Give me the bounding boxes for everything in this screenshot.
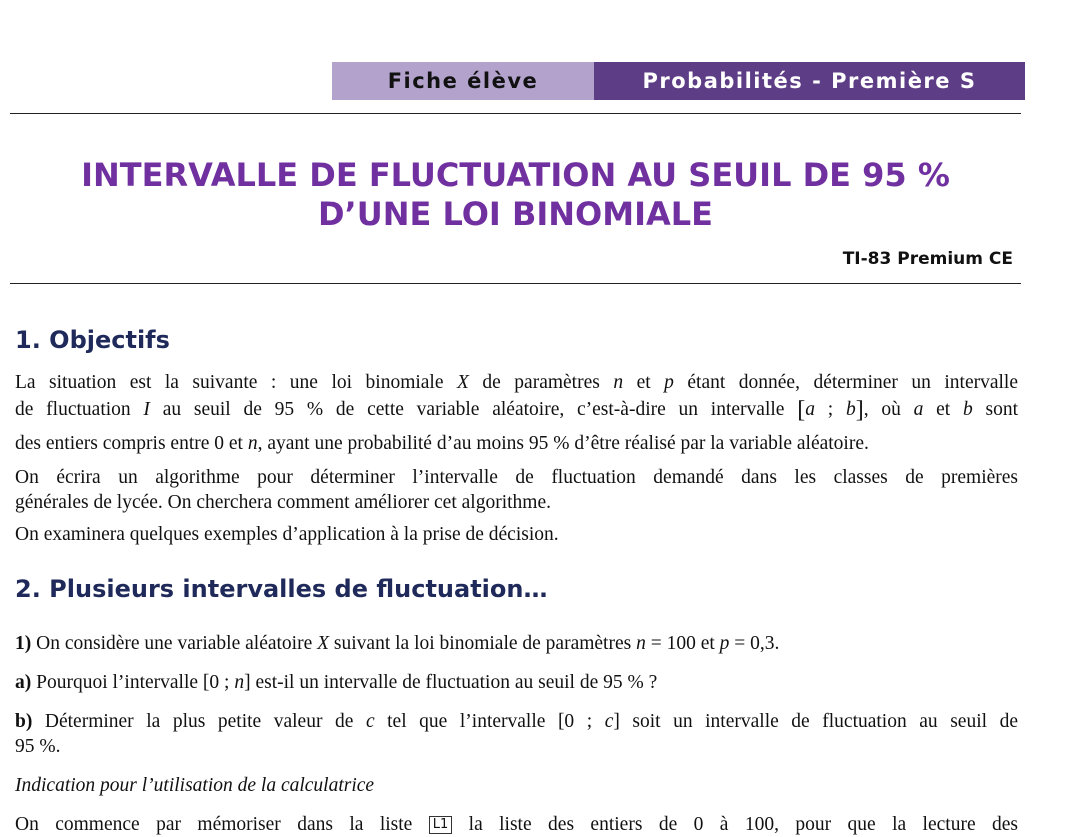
paragraph-algorithm-line2: [15, 490, 1018, 515]
text-line: 1) On considère une variable aléatoire X suivant la loi binomiale de paramètres n = 100 et p = 0,3.: [15, 633, 780, 654]
text-line: a) Pourquoi l’intervalle [0 ; n] est-il un intervalle de fluctuation au seuil de 95 % ?: [15, 672, 658, 693]
header-left-label: Fiche élève: [332, 62, 594, 100]
title-line-1: INTERVALLE DE FLUCTUATION AU SEUIL DE 95 %: [81, 156, 950, 194]
paragraph-algorithm: [15, 465, 1018, 490]
text-line: b) Déterminer la plus petite valeur de c tel que l’intervalle [0 ; c] soit un intervalle de fluctuation au seuil de: [15, 711, 1018, 732]
section-heading-objectifs: 1. Objectifs: [15, 326, 170, 354]
question-a: [15, 670, 1018, 695]
question-b-line2: [15, 734, 1018, 759]
title-line-2: D’UNE LOI BINOMIALE: [317, 195, 714, 233]
section-heading-intervalles: 2. Plusieurs intervalles de fluctuation…: [15, 575, 548, 603]
text-line: de fluctuation I au seuil de 95 % de cette variable aléatoire, c’est-à-dire un intervalle [a ; b], où a et b sont: [15, 397, 1019, 423]
paragraph-list-l1: [15, 812, 1018, 837]
text-line: On commence par mémoriser dans la liste L1 la liste des entiers de 0 à 100, pour que la lecture des: [15, 814, 1018, 835]
text-line: générales de lycée. On cherchera comment améliorer cet algorithme.: [15, 492, 551, 513]
header-right-label: Probabilités - Première S: [594, 62, 1025, 100]
text-line: des entiers compris entre 0 et n, ayant une probabilité d’au moins 95 % d’être réalisé par la variable aléatoire.: [15, 433, 869, 454]
paragraph-situation-line3: [15, 431, 1018, 456]
hint-text: Indication pour l’utilisation de la calculatrice: [15, 775, 375, 796]
text-line: On examinera quelques exemples d’application à la prise de décision.: [15, 524, 559, 545]
question-1: [15, 631, 1018, 656]
title-divider: [10, 283, 1021, 284]
text-line: 95 %.: [15, 736, 61, 757]
calculator-model: TI-83 Premium CE: [842, 249, 1013, 269]
text-line: La situation est la suivante : une loi binomiale X de paramètres n et p étant donnée, déterminer un intervalle: [15, 372, 1019, 393]
paragraph-situation: [15, 370, 1018, 395]
top-divider: [10, 113, 1021, 114]
page-title: [0, 156, 1031, 234]
calculator-hint: [15, 773, 1018, 798]
paragraph-examples: [15, 522, 1018, 547]
question-b: [15, 709, 1018, 734]
list-l1-key: L1: [429, 816, 453, 834]
paragraph-situation-line2: [15, 397, 1018, 423]
text-line: On écrira un algorithme pour déterminer l’intervalle de fluctuation demandé dans les classes de premières: [15, 467, 1018, 488]
